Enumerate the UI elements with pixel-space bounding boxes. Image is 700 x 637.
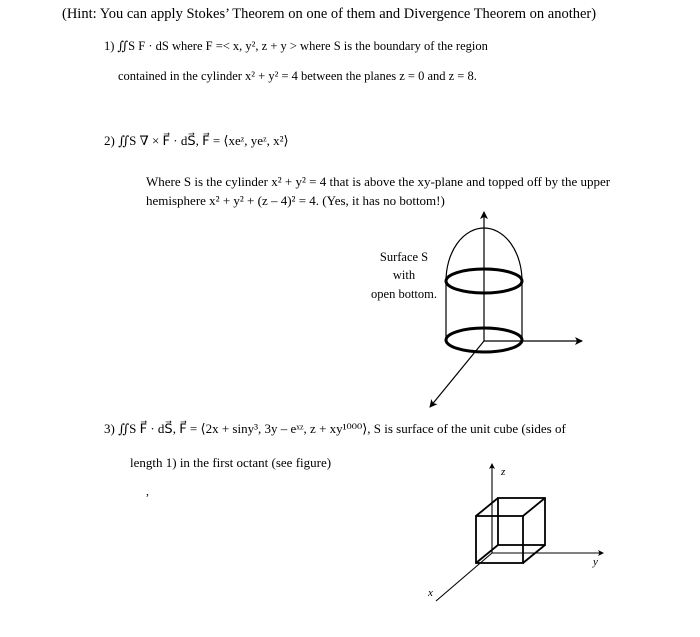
problem-2-statement: 2) ∬S ∇ × F⃗ · dS⃗, F⃗ = ⟨xeᶻ, yeᶻ, x²⟩ [104,133,289,148]
cube-figure [436,464,603,601]
cube-z-label: z [501,466,506,478]
figure-label-surface: Surface S [379,250,429,264]
cube-edge-br [523,545,545,563]
cube-x-label: x [428,587,433,599]
hint-text: (Hint: You can apply Stokes’ Theorem on one of them and Divergence Theorem on another) [62,6,597,22]
problem-1-region: contained in the cylinder x² + y² = 4 between the planes z = 0 and z = 8. [118,69,477,83]
problem-3-statement: 3) ∬S F⃗ · dS⃗, F⃗ = ⟨2x + siny³, 3y – eˣᶻ, z + xy¹⁰⁰⁰⟩, S is surface of the unit cube (sides of [104,421,566,436]
problem-3-cube-description: length 1) in the first octant (see figure) [130,455,332,470]
problem-1-statement: 1) ∬S F · dS where F =< x, y², z + y > where S is the boundary of the region [104,39,488,53]
problem-2-hemisphere: hemisphere x² + y² + (z – 4)² = 4. (Yes, it has no bottom!) [146,193,445,208]
cube-edge-bl [476,545,498,563]
problem-2-surface-description: Where S is the cylinder x² + y² = 4 that is above the xy-plane and topped off by the upper [146,174,611,189]
cube-edge-tl [476,498,498,516]
figure-label-open-bottom: open bottom. [371,287,437,301]
cube-y-label: y [593,556,598,568]
stray-comma: , [146,484,149,498]
x-axis-cube [436,553,492,601]
figure-label-with: with [392,268,416,282]
cube-back-face [498,498,545,545]
cube-edge-tr [523,498,545,516]
cylinder-figure [430,212,582,407]
cube-front-face [476,516,523,563]
